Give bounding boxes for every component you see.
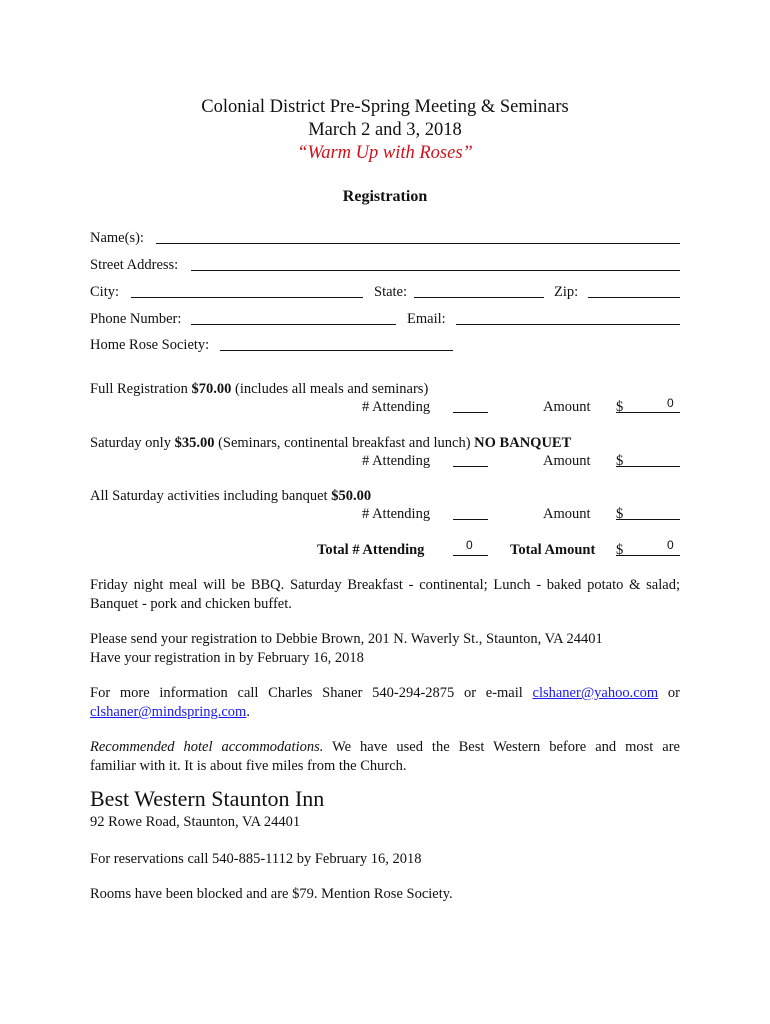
contact-end: . [246, 704, 250, 720]
send-line-2: Have your registration in by February 16, 2018 [90, 650, 364, 666]
contact-line-2 [90, 703, 680, 722]
full-dollar: $ [616, 399, 624, 415]
hotel-rooms: Rooms have been blocked and are $79. Mention Rose Society. [90, 886, 453, 902]
hotel-intro-line-1 [90, 738, 680, 757]
hotel-name: Best Western Staunton Inn [90, 786, 325, 811]
society-label: Home Rose Society: [90, 337, 210, 353]
total-amount-line [616, 555, 680, 556]
hotel-intro-line-2: familiar with it. It is about five miles from the Church. [90, 758, 407, 774]
all-saturday-price: $50.00 [331, 488, 372, 504]
hotel-intro-italic: Recommended hotel accommodations. [90, 739, 324, 755]
street-field[interactable] [193, 253, 678, 271]
send-line-1: Please send your registration to Debbie Brown, 201 N. Waverly St., Staunton, VA 24401 [90, 631, 603, 647]
total-amount-label: Total Amount [510, 542, 596, 558]
email-label: Email: [407, 311, 446, 327]
total-amount-value[interactable]: 0 [667, 538, 674, 552]
all-saturday-line [90, 487, 371, 505]
all-saturday-amount-field[interactable] [628, 502, 678, 520]
event-date: March 2 and 3, 2018 [308, 120, 462, 140]
all-saturday-attending-field[interactable] [453, 502, 488, 520]
saturday-price: $35.00 [174, 435, 215, 451]
full-amount-line [616, 412, 680, 413]
full-attending-label: # Attending [362, 399, 431, 415]
phone-field[interactable] [193, 307, 394, 325]
full-pre: Full Registration [90, 381, 192, 397]
society-field[interactable] [222, 333, 451, 351]
full-price: $70.00 [191, 381, 232, 397]
full-amount-label: Amount [543, 399, 591, 415]
event-theme: “Warm Up with Roses” [297, 143, 473, 163]
names-field[interactable] [158, 226, 678, 244]
saturday-pre: Saturday only [90, 435, 175, 451]
contact-line-1 [90, 684, 680, 703]
full-registration-line [90, 380, 428, 398]
hotel-address: 92 Rowe Road, Staunton, VA 24401 [90, 814, 301, 830]
total-dollar: $ [616, 542, 624, 558]
hotel-intro-rest: We have used the Best Western before and most are [323, 739, 680, 755]
contact-or: or [658, 685, 680, 701]
full-post: (includes all meals and seminars) [231, 381, 429, 397]
registration-heading: Registration [342, 188, 428, 205]
email-field[interactable] [458, 307, 678, 325]
email-link-mindspring[interactable]: clshaner@mindspring.com [90, 704, 247, 720]
saturday-amount-field[interactable] [628, 449, 678, 467]
all-saturday-pre: All Saturday activities including banquet [90, 488, 332, 504]
city-label: City: [90, 284, 120, 300]
no-banquet: NO BANQUET [474, 435, 572, 451]
full-attending-field[interactable] [453, 395, 488, 413]
meals-line-2: Banquet - pork and chicken buffet. [90, 596, 292, 612]
all-saturday-attending-label: # Attending [362, 506, 431, 522]
contact-pre: For more information call Charles Shaner 540-294-2875 or e-mail [90, 685, 533, 701]
saturday-amount-label: Amount [543, 453, 591, 469]
street-label: Street Address: [90, 257, 179, 273]
zip-field[interactable] [590, 280, 678, 298]
all-saturday-dollar: $ [616, 506, 624, 522]
saturday-line [90, 434, 571, 452]
state-field[interactable] [416, 280, 542, 298]
saturday-attending-label: # Attending [362, 453, 431, 469]
total-attending-line [453, 555, 488, 556]
full-amount-value[interactable]: 0 [667, 396, 674, 410]
phone-label: Phone Number: [90, 311, 182, 327]
total-attending-value[interactable]: 0 [466, 538, 473, 552]
saturday-post: (Seminars, continental breakfast and lunch) [214, 435, 475, 451]
all-saturday-amount-label: Amount [543, 506, 591, 522]
saturday-dollar: $ [616, 453, 624, 469]
saturday-attending-field[interactable] [453, 449, 488, 467]
hotel-reservations: For reservations call 540-885-1112 by February 16, 2018 [90, 851, 422, 867]
state-label: State: [374, 284, 408, 300]
zip-label: Zip: [554, 284, 579, 300]
names-label: Name(s): [90, 230, 144, 246]
total-attending-label: Total # Attending [317, 542, 425, 558]
event-title: Colonial District Pre-Spring Meeting & Seminars [201, 97, 569, 117]
meals-line-1: Friday night meal will be BBQ. Saturday Breakfast - continental; Lunch - baked potato & salad; [90, 577, 680, 593]
email-link-yahoo[interactable]: clshaner@yahoo.com [532, 685, 659, 701]
city-field[interactable] [133, 280, 361, 298]
